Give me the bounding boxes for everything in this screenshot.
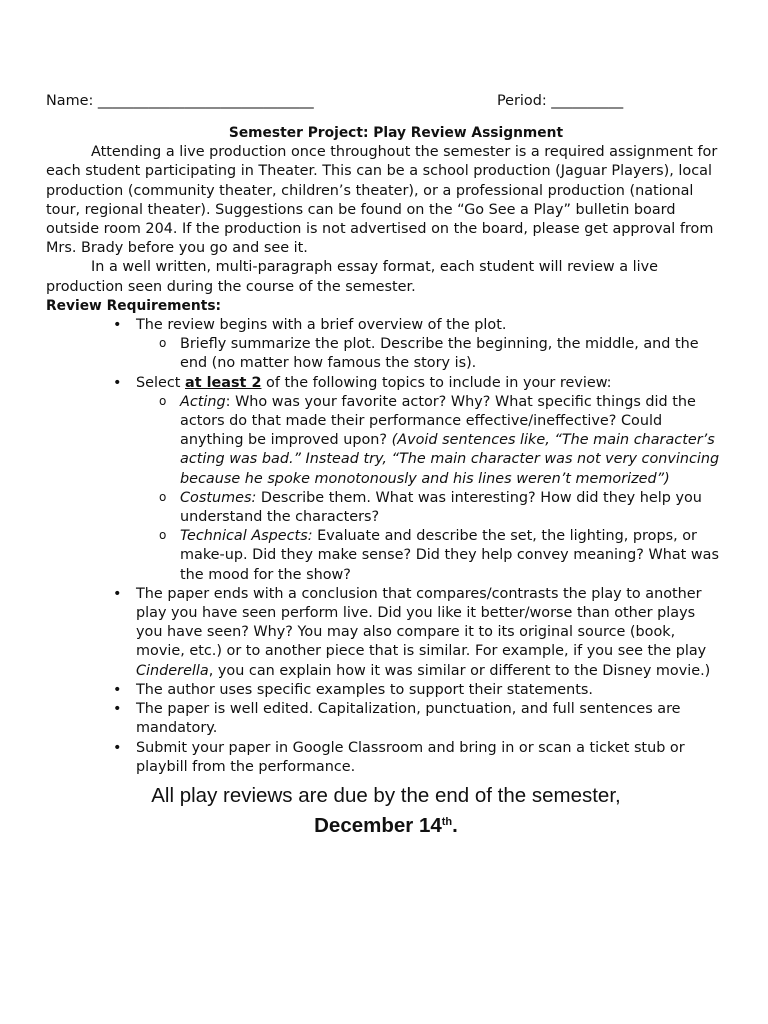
topics-emphasis: at least 2 bbox=[184, 374, 262, 391]
topic-costumes-label: Costumes: bbox=[180, 489, 257, 506]
assignment-document bbox=[46, 92, 726, 841]
conclusion-text-before: The paper ends with a conclusion that compares/contrasts the play to another play you have seen perform live. Did you like it better/worse than other plays you have seen? Why? You may also compare it to its original source (book, movie, etc.) or to another piece that is similar. For example, if you see the play bbox=[136, 585, 707, 660]
period-field: Period: __________ bbox=[497, 93, 624, 109]
due-date-line: All play reviews are due by the end of the semester, bbox=[151, 783, 621, 807]
topic-technical-text: Evaluate and describe the set, the lighting, props, or make-up. Did they make sense? Did they help convey meaning? What was the mood for the show? bbox=[180, 528, 719, 583]
requirement-examples bbox=[46, 681, 726, 700]
topic-technical bbox=[136, 527, 726, 585]
due-date-suffix: th bbox=[441, 815, 453, 828]
requirement-examples-text: The author uses specific examples to support their statements. bbox=[136, 681, 593, 698]
requirement-conclusion bbox=[46, 585, 726, 681]
requirement-topics bbox=[46, 374, 726, 585]
name-field: Name: ______________________________ bbox=[46, 93, 314, 109]
due-date-text: December 14 bbox=[314, 813, 442, 837]
requirement-edited-text: The paper is well edited. Capitalization, punctuation, and full sentences are mandatory. bbox=[136, 701, 681, 737]
requirement-submit-text: Submit your paper in Google Classroom and bring in or scan a ticket stub or playbill from the performance. bbox=[136, 739, 685, 775]
topics-sublist bbox=[136, 393, 726, 585]
requirements-list bbox=[46, 316, 726, 777]
topic-costumes bbox=[136, 489, 726, 527]
due-date-notice bbox=[46, 781, 726, 841]
topic-acting-text: : Who was your favorite actor? Why? What specific things did the actors do that made their performance effective/ineffective? Could anything be improved upon? bbox=[180, 393, 696, 449]
topic-acting-example: (Avoid sentences like, “The main character’s acting was bad.” Instead try, “The main character was not very convincing because he spoke monotonously and his lines weren’t memorized”) bbox=[180, 432, 720, 487]
overview-subitem-text: Briefly summarize the plot. Describe the beginning, the middle, and the end (no matter how famous the story is). bbox=[180, 336, 699, 372]
due-date-period: . bbox=[452, 813, 458, 837]
intro-paragraph-1: Attending a live production once throughout the semester is a required assignment for each student participating in Theater. This can be a school production (Jaguar Players), local production (community theater, children’s theater), or a professional production (national tour, regional theater). Suggestions can be found on the “Go See a Play” bulletin board outside room 204. If the production is not advertised on the board, please get approval from Mrs. Brady before you go and see it. bbox=[46, 144, 718, 257]
overview-sublist bbox=[136, 335, 726, 373]
requirement-edited bbox=[46, 700, 726, 738]
overview-subitem bbox=[136, 335, 726, 373]
requirement-overview-text: The review begins with a brief overview of the plot. bbox=[136, 317, 507, 334]
topic-acting-label: Acting bbox=[180, 393, 226, 410]
intro-paragraph-2: In a well written, multi-paragraph essay format, each student will review a live production seen during the course of the semester. bbox=[46, 259, 659, 295]
topic-technical-label: Technical Aspects: bbox=[180, 528, 313, 545]
conclusion-text-after: , you can explain how it was similar or different to the Disney movie.) bbox=[208, 662, 711, 679]
requirements-heading: Review Requirements: bbox=[46, 297, 222, 314]
topic-acting bbox=[136, 393, 726, 489]
document-title: Semester Project: Play Review Assignment bbox=[228, 125, 564, 141]
topic-costumes-text: Describe them. What was interesting? How did they help you understand the characters? bbox=[180, 489, 702, 526]
due-date bbox=[46, 811, 726, 841]
requirement-overview bbox=[46, 316, 726, 374]
header-row bbox=[46, 92, 726, 114]
topics-intro-before: Select bbox=[136, 374, 185, 391]
requirement-submit bbox=[46, 739, 726, 777]
topics-intro-after: of the following topics to include in your review: bbox=[261, 374, 612, 391]
conclusion-play-title: Cinderella bbox=[136, 662, 209, 679]
